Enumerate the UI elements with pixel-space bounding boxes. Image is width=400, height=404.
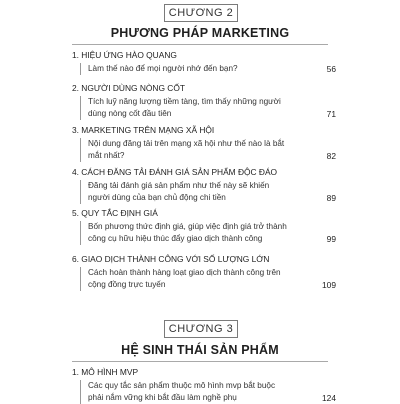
toc-entry[interactable] [72,254,336,291]
chapter-label: CHƯƠNG 3 [164,320,238,338]
toc-page-number: 124 [322,393,336,403]
toc-entry-description [80,221,336,245]
toc-page-number: 109 [322,280,336,290]
toc-page-number: 71 [326,109,336,119]
toc-entry-desc-text: Các quy tắc sản phẩm thuộc mô hình mvp bắt buộc phải nắm vững khi bắt đầu làm nghề phụ [88,381,276,402]
toc-entry[interactable] [72,167,336,204]
toc-entry[interactable] [72,208,336,245]
chapter-title: HỆ SINH THÁI SẢN PHẨM [121,343,279,357]
chapter-label: CHƯƠNG 2 [164,4,238,22]
toc-entry-description [80,138,336,162]
toc-entry-title: 1. MÔ HÌNH MVP [72,367,139,377]
toc-entry-desc-text: Làm thế nào để mọi người nhớ đến bạn? [88,64,238,73]
toc-entry-description [80,180,336,204]
toc-entry-title: 1. HIỆU ỨNG HÀO QUANG [72,50,177,60]
toc-page-number: 89 [326,193,336,203]
divider [72,361,328,362]
toc-entry-desc-text: Cách hoàn thành hàng loạt giao dịch thành công trên cộng đồng trực tuyến [88,268,281,289]
toc-page-number: 82 [326,151,336,161]
toc-entry-desc-text: Nội dung đăng tải trên mạng xã hội như thế nào là bắt mắt nhất? [88,139,285,160]
toc-entry-desc-text: Bốn phương thức định giá, giúp việc định giá trở thành công cụ hữu hiệu thúc đẩy giao dịch thành công [88,222,287,243]
chapter-title: PHƯƠNG PHÁP MARKETING [110,26,290,40]
divider [72,44,328,45]
toc-entry[interactable] [72,125,336,162]
toc-entry-description [80,267,336,291]
toc-entry[interactable] [72,83,336,120]
toc-entry-desc-text: Đăng tải đánh giá sản phẩm như thế này sẽ khiến người dùng của bạn chủ động chi tiền [88,181,270,202]
toc-page-number: 99 [326,234,336,244]
toc-entry-description [80,63,336,75]
toc-entry-title: 4. CÁCH ĐĂNG TẢI ĐÁNH GIÁ SẢN PHẨM ĐỘC ĐÁO [72,167,278,177]
toc-entry-title: 6. GIAO DỊCH THÀNH CÔNG VỚI SỐ LƯỢNG LỚN [72,254,270,264]
toc-page-number: 56 [326,64,336,74]
toc-entry-title: 3. MARKETING TRÊN MẠNG XÃ HỘI [72,125,215,135]
toc-entry[interactable] [72,50,336,75]
toc-entry-description [80,96,336,120]
toc-entry-title: 2. NGƯỜI DÙNG NÒNG CỐT [72,83,185,93]
toc-entry-desc-text: Tích luỹ năng lượng tiềm tàng, tìm thấy những người dùng nòng cốt đầu tiên [88,97,281,118]
toc-entry-title: 5. QUY TẮC ĐỊNH GIÁ [72,208,158,218]
toc-entry[interactable] [72,367,336,404]
toc-entry-description [80,380,336,404]
